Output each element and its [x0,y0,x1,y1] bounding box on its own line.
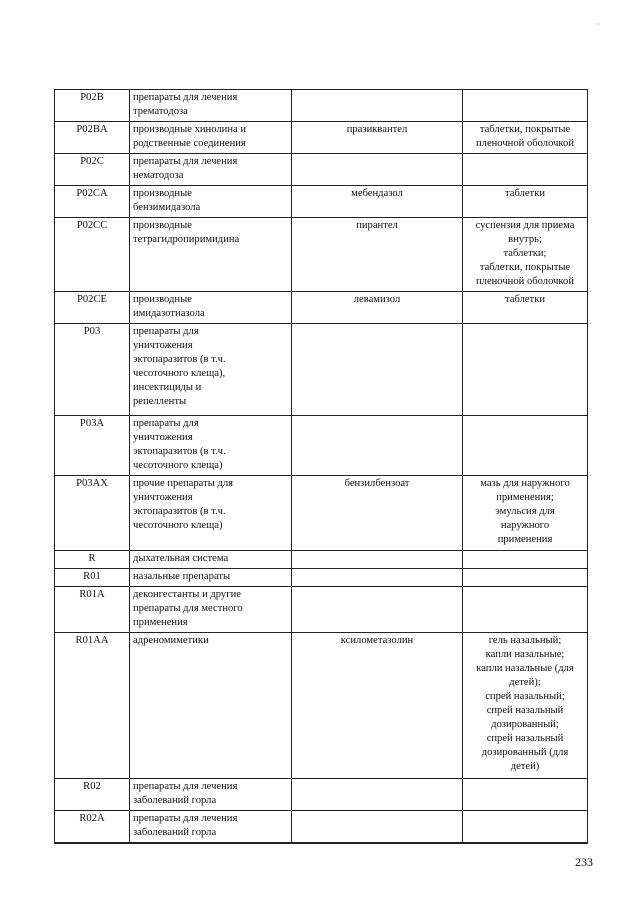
atc-code-cell [55,122,130,154]
dosage-form-cell [463,811,588,844]
drug-name-cell [292,416,463,476]
atc-code-text: R01A [79,589,105,600]
atc-group-name-cell [130,122,292,154]
drug-name-cell [292,551,463,569]
atc-code-cell [55,569,130,587]
table-body [55,90,588,844]
atc-code-cell [55,154,130,186]
atc-group-name-line: препараты для лечения [133,156,238,167]
atc-code-text: P02BA [76,124,108,135]
atc-code-cell [55,90,130,122]
dosage-form-line: пленочной оболочкой [475,138,575,149]
dosage-form-cell [463,324,588,416]
atc-code-cell [55,186,130,218]
atc-group-name-cell [130,186,292,218]
dosage-form-cell [463,476,588,551]
atc-code-text: P03A [79,418,105,429]
dosage-form-line: пленочной оболочкой [475,276,575,287]
table-row [55,416,588,476]
dosage-form-line: спрей назальный [486,705,564,716]
drug-name-cell [292,292,463,324]
dosage-form-cell [463,633,588,779]
atc-group-name-cell [130,154,292,186]
atc-code-cell [55,324,130,416]
drug-name-cell [292,324,463,416]
atc-code-text: R02 [83,781,101,792]
drug-classification-table [54,89,588,844]
table-row [55,551,588,569]
page-number: 233 [575,855,593,869]
dosage-form-cell [463,551,588,569]
atc-group-name-line: препараты для местного [133,603,243,614]
table-row [55,569,588,587]
table-row [55,90,588,122]
drug-name-text: празиквантел [346,124,408,135]
atc-group-name-line: эктопаразитов (в т.ч. [133,506,226,517]
atc-group-name-line: дыхательная система [133,553,229,564]
atc-group-name-line: назальные препараты [133,571,231,582]
atc-group-name-line: инсектициды и [133,382,202,393]
atc-group-name-cell [130,90,292,122]
dosage-form-line: капли назальные; [485,649,565,660]
drug-name-cell [292,633,463,779]
scan-dot: · [597,20,600,29]
atc-group-name-line: уничтожения [133,432,193,443]
table-row [55,811,588,844]
atc-group-name-line: препараты для [133,326,199,337]
atc-code-text: P02CA [76,188,108,199]
atc-code-text: R01AA [75,635,109,646]
dosage-form-line: таблетки, покрытые [479,124,571,135]
atc-group-name-line: деконгестанты и другие [133,589,241,600]
drug-name-text: мебендазол [351,188,403,199]
table-row [55,154,588,186]
drug-name-cell [292,90,463,122]
atc-group-name-line: прочие препараты для [133,478,234,489]
table-row [55,587,588,633]
atc-group-name-line: препараты для лечения [133,92,238,103]
drug-name-cell [292,476,463,551]
dosage-form-line: мазь для наружного [480,478,570,489]
table-row [55,292,588,324]
drug-name-cell [292,122,463,154]
atc-group-name-line: препараты для лечения [133,781,238,792]
drug-name-cell [292,779,463,811]
atc-group-name-line: имидазотиазола [133,308,205,319]
atc-group-name-line: применения [133,617,188,628]
dosage-form-line: детей); [509,677,541,688]
atc-group-name-line: заболеваний горла [133,827,217,838]
table-row [55,218,588,292]
atc-code-text: P02CE [76,294,108,305]
atc-group-name-line: нематодоза [133,170,184,181]
table-row [55,633,588,779]
dosage-form-line: капли назальные (для [476,663,574,674]
atc-group-name-line: адреномиметики [133,635,209,646]
atc-code-cell [55,633,130,779]
atc-group-name-line: чесоточного клеща), [133,368,226,379]
dosage-form-line: таблетки, покрытые [479,262,571,273]
drug-name-text: пирантел [356,220,398,231]
atc-group-name-cell [130,811,292,844]
dosage-form-line: применения; [496,492,554,503]
atc-group-name-cell [130,779,292,811]
atc-group-name-line: трематодоза [133,106,188,117]
atc-group-name-line: производные хинолина и [133,124,247,135]
dosage-form-line: применения [497,534,553,545]
drug-name-text: бензилбензоат [344,478,410,489]
atc-group-name-line: уничтожения [133,340,193,351]
dosage-form-cell [463,292,588,324]
atc-group-name-cell [130,324,292,416]
table-row [55,324,588,416]
atc-code-text: P02CC [76,220,108,231]
atc-group-name-line: производные [133,220,192,231]
atc-code-cell [55,476,130,551]
atc-group-name-line: бензимидазола [133,202,201,213]
atc-code-text: P03 [83,326,101,337]
table-row [55,779,588,811]
drug-name-cell [292,811,463,844]
dosage-form-line: дозированный (для [481,747,569,758]
atc-code-cell [55,811,130,844]
dosage-form-line: дозированный; [491,719,559,730]
atc-code-cell [55,551,130,569]
atc-group-name-line: чесоточного клеща) [133,460,223,471]
atc-code-text: P03AX [76,478,108,489]
table-row [55,122,588,154]
atc-group-name-cell [130,551,292,569]
dosage-form-cell [463,587,588,633]
dosage-form-line: спрей назальный [486,733,564,744]
dosage-form-line: таблетки; [503,248,547,259]
atc-group-name-line: эктопаразитов (в т.ч. [133,446,226,457]
atc-group-name-line: препараты для [133,418,199,429]
dosage-form-line: спрей назальный; [485,691,565,702]
atc-group-name-line: родственные соединения [133,138,246,149]
drug-name-cell [292,154,463,186]
atc-group-name-cell [130,292,292,324]
atc-group-name-line: чесоточного клеща) [133,520,223,531]
atc-group-name-line: репелленты [133,396,187,407]
dosage-form-line: внутрь; [508,234,542,245]
dosage-form-cell [463,90,588,122]
dosage-form-cell [463,416,588,476]
table-row [55,476,588,551]
atc-group-name-line: уничтожения [133,492,193,503]
dosage-form-cell [463,569,588,587]
drug-name-cell [292,218,463,292]
atc-code-text: P02C [80,156,104,167]
atc-group-name-line: препараты для лечения [133,813,238,824]
dosage-form-cell [463,779,588,811]
atc-code-text: R [88,553,96,564]
drug-name-cell [292,569,463,587]
dosage-form-cell [463,186,588,218]
atc-code-cell [55,416,130,476]
dosage-form-line: детей) [510,761,540,772]
atc-code-cell [55,292,130,324]
atc-group-name-cell [130,218,292,292]
dosage-form-line: гель назальный; [488,635,562,646]
atc-code-cell [55,218,130,292]
table-row [55,186,588,218]
atc-group-name-line: производные [133,294,192,305]
drug-name-text: ксилометазолин [340,635,414,646]
atc-group-name-line: эктопаразитов (в т.ч. [133,354,226,365]
atc-group-name-cell [130,416,292,476]
drug-name-text: левамизол [353,294,401,305]
dosage-form-line: таблетки [504,188,546,199]
dosage-form-cell [463,218,588,292]
dosage-form-line: эмульсия для [495,506,555,517]
drug-name-cell [292,186,463,218]
dosage-form-line: наружного [500,520,550,531]
atc-group-name-cell [130,476,292,551]
atc-code-cell [55,779,130,811]
dosage-form-line: таблетки [504,294,546,305]
drug-name-cell [292,587,463,633]
atc-group-name-cell [130,569,292,587]
atc-group-name-line: заболеваний горла [133,795,217,806]
atc-code-cell [55,587,130,633]
dosage-form-line: суспензия для приема [475,220,575,231]
atc-code-text: R02A [79,813,105,824]
atc-group-name-cell [130,587,292,633]
atc-group-name-line: тетрагидропиримидина [133,234,240,245]
dosage-form-cell [463,122,588,154]
dosage-form-cell [463,154,588,186]
atc-code-text: P02B [80,92,104,103]
atc-code-text: R01 [83,571,101,582]
atc-group-name-cell [130,633,292,779]
atc-group-name-line: производные [133,188,192,199]
